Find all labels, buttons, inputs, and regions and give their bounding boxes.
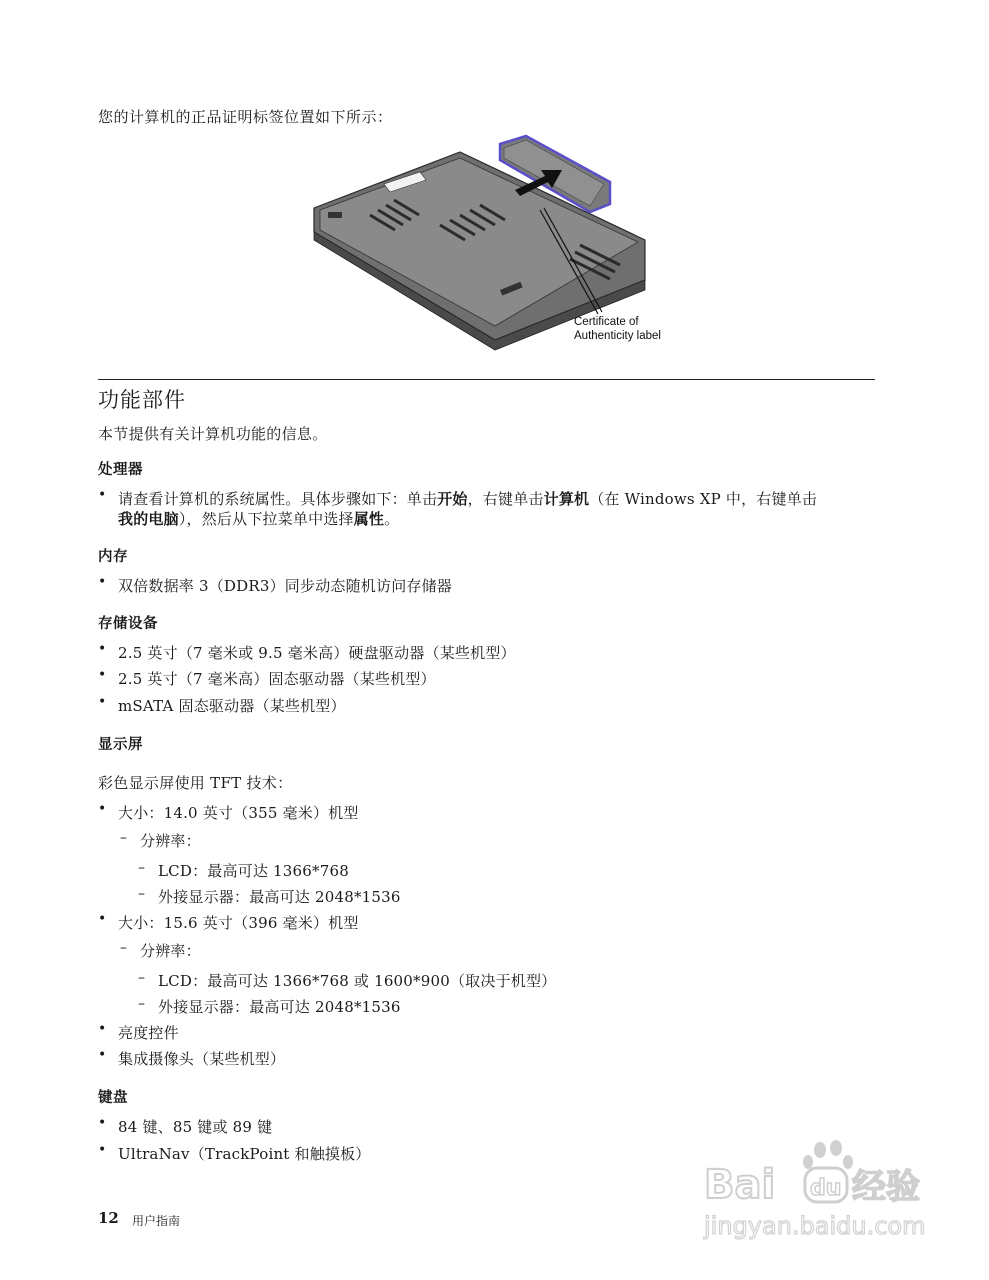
list-item: mSATA 固态驱动器（某些机型） xyxy=(118,697,346,715)
bullet-icon: • xyxy=(98,1142,107,1158)
list-item: 大小：15.6 英寸（396 毫米）机型 xyxy=(118,914,359,932)
dash-icon: – xyxy=(120,830,127,846)
section-divider xyxy=(98,379,875,380)
list-item: 2.5 英寸（7 毫米或 9.5 毫米高）硬盘驱动器（某些机型） xyxy=(118,644,516,662)
display-intro: 彩色显示屏使用 TFT 技术： xyxy=(98,774,293,792)
footer-title: 用户指南 xyxy=(132,1214,181,1228)
paw-icon xyxy=(700,1138,930,1243)
bullet-icon: • xyxy=(98,911,107,927)
dash-icon: – xyxy=(138,886,145,902)
section-intro: 本节提供有关计算机功能的信息。 xyxy=(98,425,328,443)
callout-label-line1: Certificate of xyxy=(574,316,639,328)
bullet-icon: • xyxy=(98,1047,107,1063)
list-item-processor: 请查看计算机的系统属性。具体步骤如下：单击开始，右键单击计算机（在 Windows XP 中，右键单击 xyxy=(118,490,818,508)
list-item: 外接显示器：最高可达 2048*1536 xyxy=(158,998,401,1016)
bullet-icon: • xyxy=(98,694,107,710)
list-item: 2.5 英寸（7 毫米高）固态驱动器（某些机型） xyxy=(118,670,436,688)
heading-memory: 内存 xyxy=(98,549,128,565)
list-item: 分辨率： xyxy=(140,832,201,850)
intro-text: 您的计算机的正品证明标签位置如下所示： xyxy=(98,108,393,126)
page-number: 12 xyxy=(98,1209,119,1227)
dash-icon: – xyxy=(138,970,145,986)
bullet-icon: • xyxy=(98,1021,107,1037)
bullet-icon: • xyxy=(98,667,107,683)
svg-text:经验: 经验 xyxy=(852,1167,920,1207)
list-item: 84 键、85 键或 89 键 xyxy=(118,1118,273,1136)
baidu-watermark-logo xyxy=(700,1138,930,1243)
list-item: 分辨率： xyxy=(140,942,201,960)
bullet-icon: • xyxy=(98,801,107,817)
heading-processor: 处理器 xyxy=(98,462,143,478)
svg-text:du: du xyxy=(810,1176,842,1201)
list-item: 外接显示器：最高可达 2048*1536 xyxy=(158,888,401,906)
list-item: 集成摄像头（某些机型） xyxy=(118,1050,286,1068)
bullet-icon: • xyxy=(98,1115,107,1131)
bullet-icon: • xyxy=(98,487,107,503)
bullet-icon: • xyxy=(98,641,107,657)
section-title: 功能部件 xyxy=(98,389,186,412)
laptop-battery-figure xyxy=(300,130,700,370)
list-item-processor-cont: 我的电脑），然后从下拉菜单中选择属性。 xyxy=(118,510,400,528)
dash-icon: – xyxy=(138,996,145,1012)
list-item: LCD：最高可达 1366*768 或 1600*900（取决于机型） xyxy=(158,972,557,990)
heading-storage: 存储设备 xyxy=(98,616,158,632)
dash-icon: – xyxy=(120,940,127,956)
list-item: UltraNav（TrackPoint 和触摸板） xyxy=(118,1145,371,1163)
heading-keyboard: 键盘 xyxy=(98,1090,128,1106)
dash-icon: – xyxy=(138,860,145,876)
heading-display: 显示屏 xyxy=(98,737,143,753)
svg-text:jingyan.baidu.com: jingyan.baidu.com xyxy=(704,1212,926,1240)
list-item: LCD：最高可达 1366*768 xyxy=(158,862,349,880)
bullet-icon: • xyxy=(98,574,107,590)
list-item: 亮度控件 xyxy=(118,1024,179,1042)
list-item: 双倍数据率 3（DDR3）同步动态随机访问存储器 xyxy=(118,577,453,595)
callout-label-line2: Authenticity label xyxy=(574,330,661,342)
svg-text:Bai: Bai xyxy=(704,1162,776,1208)
list-item: 大小：14.0 英寸（355 毫米）机型 xyxy=(118,804,359,822)
